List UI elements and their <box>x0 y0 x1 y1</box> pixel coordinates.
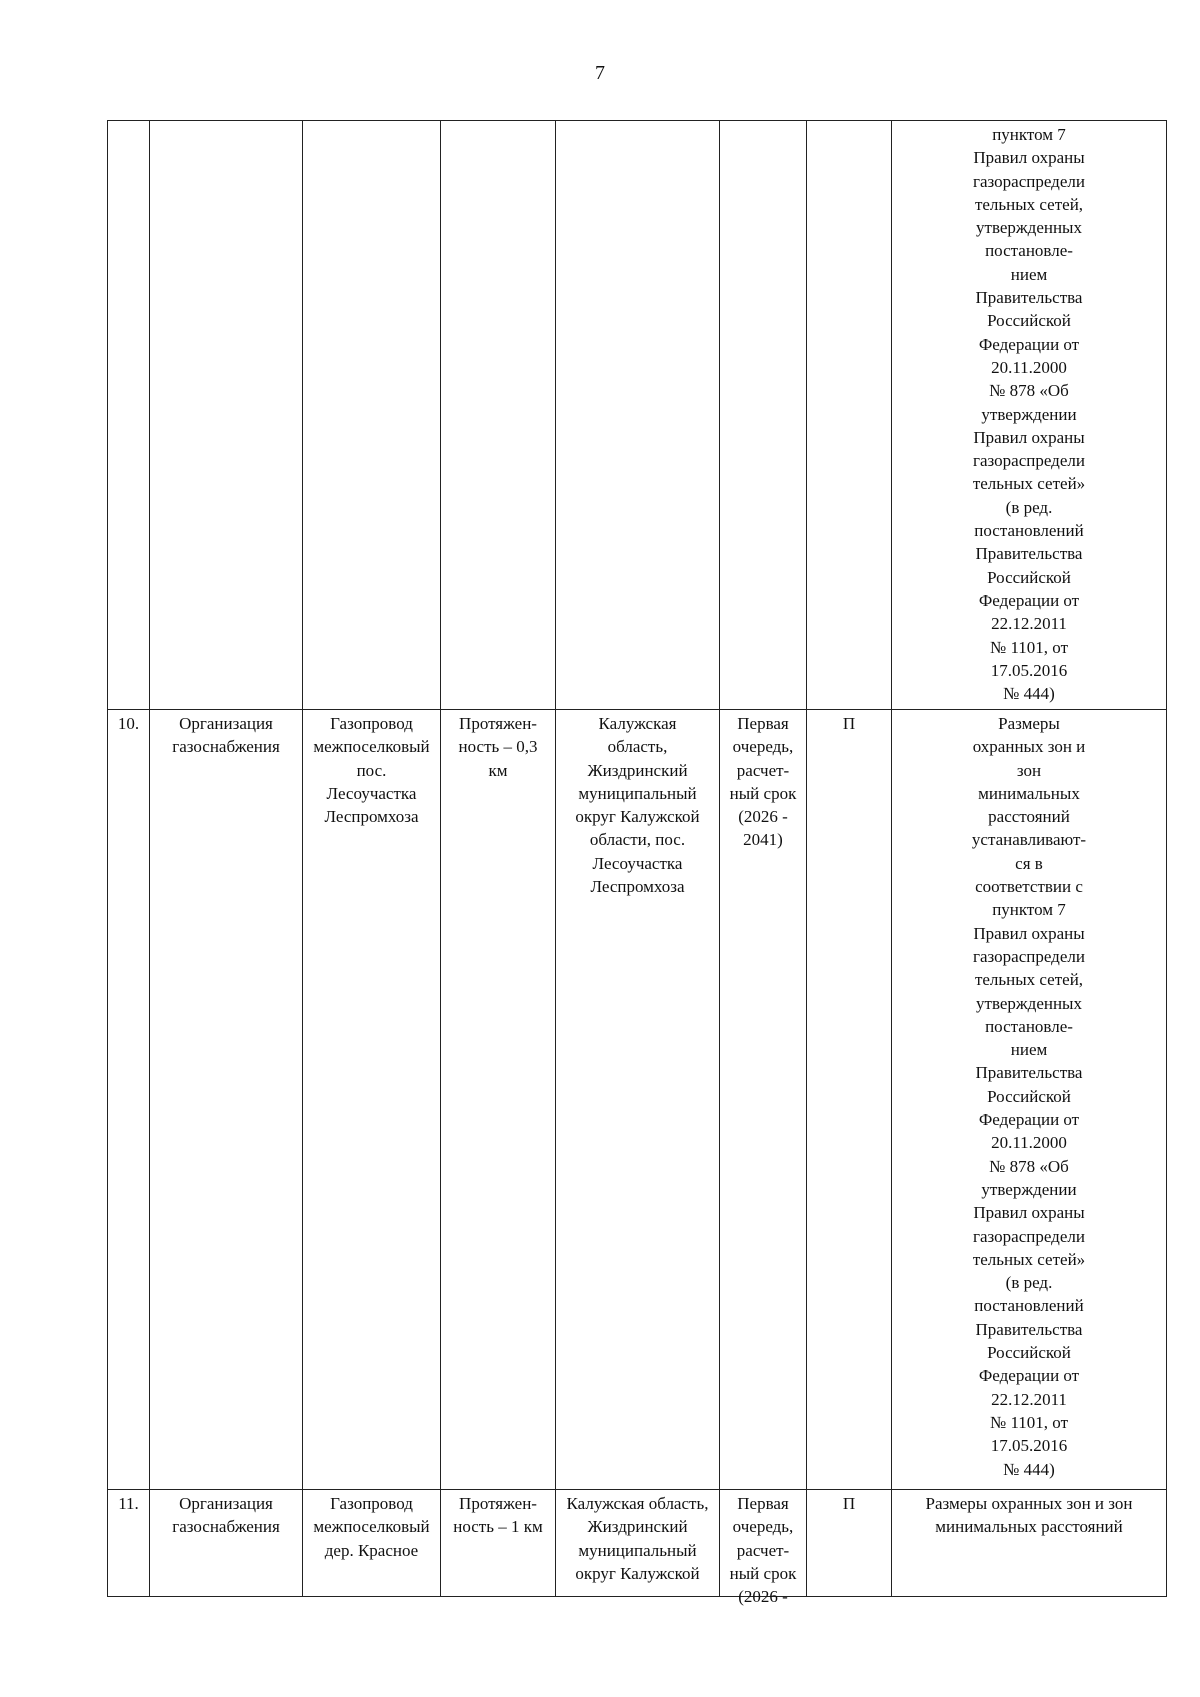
object-name-cell <box>303 1490 441 1597</box>
purpose-cell: Организация газоснабжения <box>150 710 303 1490</box>
characteristics-cell: Протяжен- ность – 0,3 км <box>441 710 556 1490</box>
purpose-text: Организация газоснабжения <box>172 1494 280 1537</box>
row-number-cell <box>108 121 150 710</box>
stage-cell: Первая очередь, расчет- ный срок (2026 - 2041) <box>720 710 807 1490</box>
zones-cell <box>892 1490 1167 1597</box>
characteristics-cell <box>441 1490 556 1597</box>
status-text: П <box>842 1494 856 1513</box>
object-name-cell: Газопровод межпоселковый пос. Лесоучастка Леспромхоза <box>303 710 441 1490</box>
characteristics-cell <box>441 121 556 710</box>
status-cell: П <box>807 710 892 1490</box>
zones-cell: Размеры охранных зон и зон минимальных расстояний устанавливают- ся в соответствии с пунктом 7 Правил охраны газораспредели тельных сетей, утвержденных постановле- нием Правительства Российской Федерации от 20.11.2000 № 878 «Об утверждении Правил охраны газораспредели тельных сетей» (в ред. постановлений Правительства Российской Федерации от 22.12.2011 № 1101, от 17.05.2016 № 444) <box>892 710 1167 1490</box>
object-name-cell <box>303 121 441 710</box>
table-row <box>108 1490 1167 1597</box>
status-cell <box>807 1490 892 1597</box>
stage-cell <box>720 121 807 710</box>
page-number: 7 <box>595 62 605 84</box>
status-cell <box>807 121 892 710</box>
location-cell: Калужская область, Жиздринский муниципальный округ Калужской области, пос. Лесоучастка Леспромхоза <box>556 710 720 1490</box>
zones-cell: пунктом 7 Правил охраны газораспредели тельных сетей, утвержденных постановле- нием Правительства Российской Федерации от 20.11.2000 № 878 «Об утверждении Правил охраны газораспредели тельных сетей» (в ред. постановлений Правительства Российской Федерации от 22.12.2011 № 1101, от 17.05.2016 № 444) <box>892 121 1167 710</box>
zones-text: Размеры охранных зон и зон минимальных расстояний <box>925 1494 1133 1537</box>
purpose-cell <box>150 1490 303 1597</box>
stage-text: Первая очередь, расчет- ный срок (2026 - <box>729 1494 797 1607</box>
planning-table <box>107 120 1167 1607</box>
location-cell <box>556 121 720 710</box>
purpose-cell <box>150 121 303 710</box>
characteristics-text: Протяжен- ность – 1 км <box>453 1494 543 1537</box>
location-cell <box>556 1490 720 1597</box>
object-name-text: Газопровод межпоселковый дер. Красное <box>313 1494 430 1560</box>
stage-cell <box>720 1490 807 1607</box>
location-text: Калужская область, Жиздринский муниципальный округ Калужской <box>566 1494 709 1583</box>
row-number-cell: 10. <box>108 710 150 1490</box>
row-number-cell <box>108 1490 150 1597</box>
table-row <box>108 121 1167 710</box>
table-row <box>108 710 1167 1490</box>
row-number-text: 11. <box>118 1494 139 1513</box>
